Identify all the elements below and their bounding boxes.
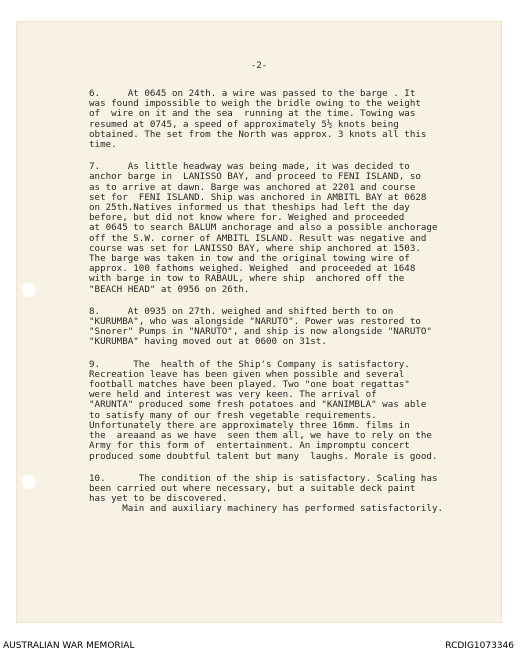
text-line: as to arrive at dawn. Barge was anchored at 2201 and course — [89, 181, 416, 193]
paragraph-4 — [89, 360, 484, 462]
text-line: course was set for LANISSO BAY, where ship anchored at 1503. — [89, 242, 421, 254]
paragraph-5 — [89, 474, 484, 515]
record-id: RCDIG1073346 — [445, 641, 514, 651]
text-line: has yet to be discovered. — [89, 493, 228, 505]
text-line: Army for this form of entertainment. An impromptu concert — [89, 440, 410, 452]
text-line: 8. At 0935 on 27th. weighed and shifted berth to on — [89, 305, 394, 317]
text-line: approx. 100 fathoms weighed. Weighed and proceeded at 1648 — [89, 263, 416, 275]
text-line: on 25th.Natives informed us that theships had left the day — [89, 202, 410, 214]
text-line: 9. The health of the Ship's Company is satisfactory. — [89, 358, 410, 370]
report-body — [89, 89, 484, 527]
text-line: obtained. The set from the North was approx. 3 knots all this — [89, 128, 427, 140]
text-line: "BEACH HEAD" at 0956 on 26th. — [89, 283, 250, 295]
text-line: were held and interest was very keen. The arrival of — [89, 389, 377, 401]
text-line: at 0645 to search BALUM anchorage and also a possible anchorage — [89, 222, 438, 234]
text-line: been carried out where necessary, but a suitable deck paint — [89, 482, 416, 494]
text-line: to satisfy many of our fresh vegetable requirements. — [89, 409, 377, 421]
archive-footer — [0, 639, 518, 654]
text-line: The barge was taken in tow and the original towing wire of — [89, 253, 410, 265]
text-line: "KURUMBA", who was alongside "NARUTO". Power was restored to — [89, 316, 421, 328]
text-line: 6. At 0645 on 24th. a wire was passed to the barge . It — [89, 88, 416, 99]
text-line: time. — [89, 139, 117, 151]
text-line: "Snorer" Pumps in "NARUTO", and ship is now alongside "NARUTO" — [89, 326, 432, 338]
text-line: resumed at 0745, a speed of approximately 5½ knots being — [89, 118, 399, 130]
text-line: 7. As little headway was being made, it was decided to — [89, 161, 410, 173]
punch-hole — [22, 283, 36, 297]
text-line: Recreation leave has been given when possible and several — [89, 368, 405, 380]
text-line: produced some doubtful talent but many laughs. Morale is good. — [89, 450, 438, 462]
text-line: 10. The condition of the ship is satisfactory. Scaling has — [89, 472, 438, 484]
text-line: of wire on it and the sea running at the time. Towing was — [89, 108, 416, 120]
paragraph-1 — [89, 89, 484, 150]
text-line: off the S.W. corner of AMBITL ISLAND. Result was negative and — [89, 232, 427, 244]
text-line: "KURUMBA" having moved out at 0600 on 31st. — [89, 336, 327, 348]
paragraph-2 — [89, 162, 484, 295]
punch-hole — [22, 475, 36, 489]
text-line: anchor barge in LANISSO BAY, and proceed to FENI ISLAND, so — [89, 171, 421, 183]
text-line: the areaand as we have seen them all, we have to rely on the — [89, 430, 432, 442]
text-line: Main and auxiliary machinery has performed satisfactorily. — [89, 503, 444, 515]
text-line: Unfortunately there are approximately three 16mm. films in — [89, 419, 410, 431]
text-line: football matches have been played. Two "one boat regattas" — [89, 379, 410, 391]
text-line: was found impossible to weigh the bridle owing to the weight — [89, 98, 421, 110]
paragraph-3 — [89, 307, 484, 348]
text-line: set for FENI ISLAND. Ship was anchored in AMBITL BAY at 0628 — [89, 191, 427, 203]
text-line: "ARUNTA" produced some fresh potatoes and "KANIMBLA" was able — [89, 399, 427, 411]
archive-name: AUSTRALIAN WAR MEMORIAL — [3, 641, 135, 651]
text-line: before, but did not know where for. Weighed and proceeded — [89, 212, 405, 224]
page-number: -2- — [250, 60, 268, 71]
text-line: with barge in tow to RABAUL, where ship anchored off the — [89, 273, 405, 285]
